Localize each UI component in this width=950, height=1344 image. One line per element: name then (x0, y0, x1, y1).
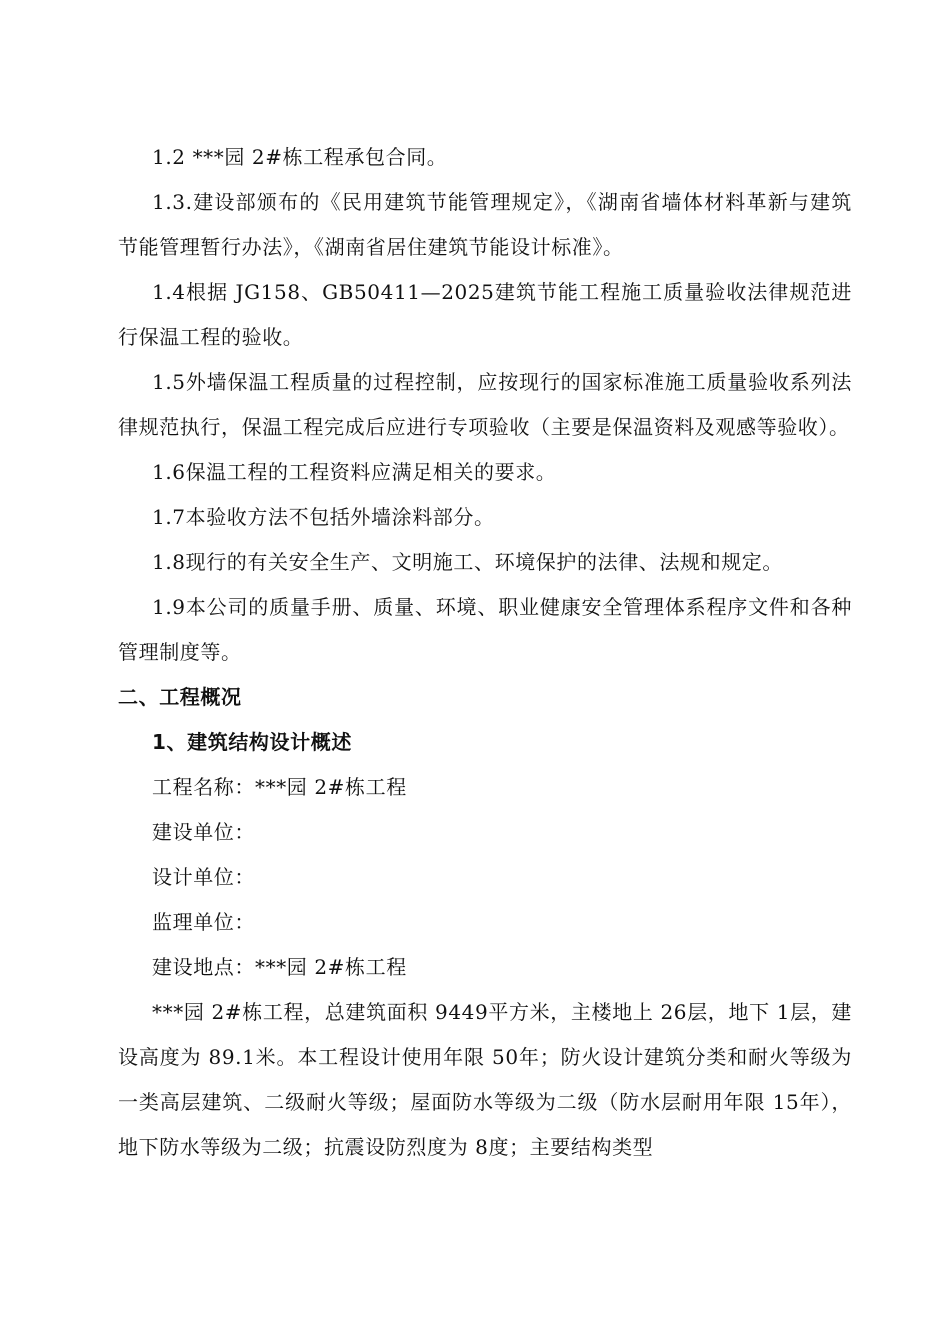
section-heading: 二、工程概况 (118, 685, 242, 709)
field-construction-site: 建设地点：***园 2#栋工程 (152, 955, 407, 979)
clause-1-5: 1.5外墙保温工程质量的过程控制，应按现行的国家标准施工质量验收系列法律规范执行，保温工程完成后应进行专项验收（主要是保温资料及观感等验收）。 (118, 370, 852, 439)
clause-1-4: 1.4根据 JG158、GB50411—2025建筑节能工程施工质量验收法律规范进行保温工程的验收。 (118, 280, 852, 349)
project-description: ***园 2#栋工程，总建筑面积 9449平方米，主楼地上 26层，地下 1层，建设高度为 89.1米。本工程设计使用年限 50年；防火设计建筑分类和耐火等级为一类高层建筑、二级耐火等级；屋面防水等级为二级（防水层耐用年限 15年），地下防水等级为二级；抗震设防烈度为 8度；主要结构类型 (118, 1000, 852, 1159)
clause-1-9: 1.9本公司的质量手册、质量、环境、职业健康安全管理体系程序文件和各种管理制度等。 (118, 595, 852, 664)
subsection-heading: 1、建筑结构设计概述 (152, 730, 352, 754)
document-body (118, 135, 852, 1170)
field-supervision-unit: 监理单位： (152, 910, 255, 934)
clause-1-8: 1.8现行的有关安全生产、文明施工、环境保护的法律、法规和规定。 (152, 550, 784, 574)
clause-1-2: 1.2 ***园 2#栋工程承包合同。 (152, 145, 448, 169)
field-design-unit: 设计单位： (152, 865, 255, 889)
clause-1-6: 1.6保温工程的工程资料应满足相关的要求。 (152, 460, 557, 484)
field-project-name: 工程名称：***园 2#栋工程 (152, 775, 407, 799)
field-construction-unit: 建设单位： (152, 820, 255, 844)
clause-1-7: 1.7本验收方法不包括外墙涂料部分。 (152, 505, 495, 529)
clause-1-3: 1.3.建设部颁布的《民用建筑节能管理规定》，《湖南省墙体材料革新与建筑节能管理暂行办法》，《湖南省居住建筑节能设计标准》。 (118, 190, 852, 259)
